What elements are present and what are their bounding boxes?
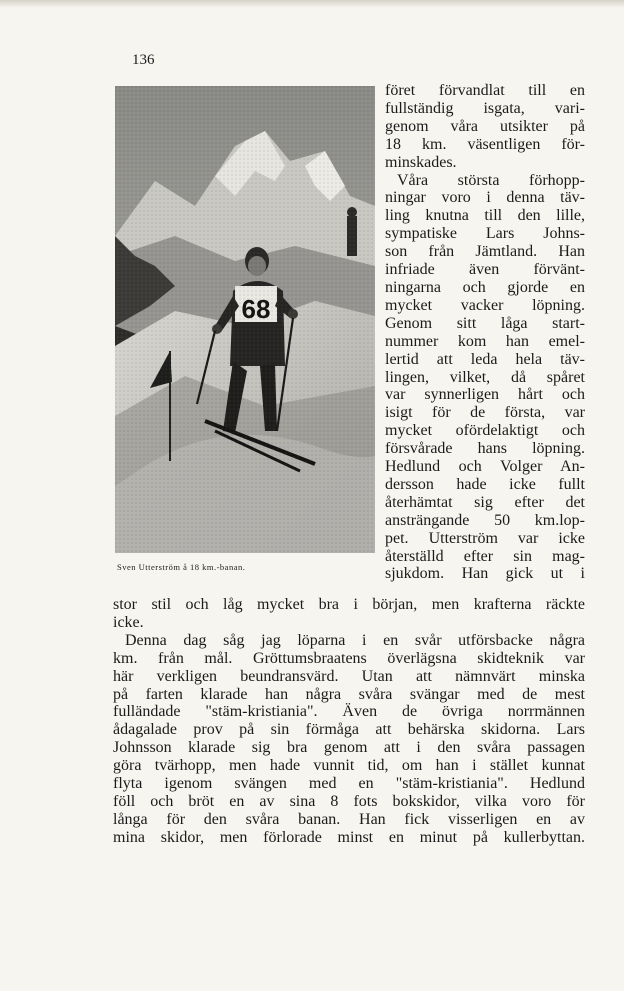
text-line: icke. <box>113 613 144 631</box>
page-number: 136 <box>132 52 155 68</box>
photo-caption: Sven Utterström å 18 km.-banan. <box>117 562 246 572</box>
text-line: lertid att leda hela täv- <box>385 350 585 368</box>
text-line: sjukdom. Han gick ut i <box>385 565 585 583</box>
text-line: ningar voro i denna täv- <box>385 189 585 207</box>
text-line: Genom sitt låga start- <box>385 314 585 332</box>
scan-edge-shadow <box>0 0 624 8</box>
text-line: lingen, vilket, då spåret <box>385 368 585 386</box>
text-line: nummer kom han emel- <box>385 332 585 350</box>
text-line: isigt för de första, var <box>385 404 585 422</box>
text-line: mycket vacker löpning. <box>385 296 585 314</box>
text-line: föll och bröt en av sina 8 fots bokskidor, vilka voro för <box>113 792 585 810</box>
text-line: ling knutna till den lille, <box>385 207 585 225</box>
skier-photograph <box>115 86 375 553</box>
text-line: försvårade hans löpning. <box>385 440 585 458</box>
text-line: föret förvandlat till en <box>385 82 585 99</box>
text-line: dersson hade icke fullt <box>385 475 585 493</box>
text-line: återställd efter sin mag- <box>385 547 585 565</box>
text-line: ådagalade prov på sin förmåga att behärska skidorna. Lars <box>113 721 585 739</box>
text-line: Johnsson klarade sig bra genom att i den svåra passagen <box>113 739 585 757</box>
text-line: stor stil och låg mycket bra i början, men krafterna räckte <box>113 596 585 613</box>
text-line: sympatiske Lars Johns- <box>385 225 585 243</box>
text-line: flyta igenom svängen med en "stäm-kristiania". Hedlund <box>113 775 585 793</box>
text-line: Denna dag såg jag löparna i en svår utförsbacke några <box>125 631 585 649</box>
text-line: ningarna och gjorde en <box>385 278 585 296</box>
text-line: pet. Utterström var icke <box>385 529 585 547</box>
text-line: mycket ofördelaktigt och <box>385 422 585 440</box>
text-line: på farten klarade han några svåra svängar med de mest <box>113 685 585 703</box>
text-line: långa för den svåra banan. Han fick visserligen en av <box>113 810 585 828</box>
text-line: återhämtat sig efter det <box>385 493 585 511</box>
text-line: infriade även förvänt- <box>385 261 585 279</box>
text-line: göra tvärhopp, men hade vunnit tid, om han i stället kunnat <box>113 757 585 775</box>
text-line: ansträngande 50 km.lop- <box>385 511 585 529</box>
text-line: fullständig isgata, vari- <box>385 99 585 117</box>
text-line: genom våra utsikter på <box>385 117 585 135</box>
text-line: km. från mål. Gröttumsbraatens överlägsna skidteknik var <box>113 649 585 667</box>
text-line: var synnerligen hårt och <box>385 386 585 404</box>
column-text <box>385 82 585 583</box>
text-line: här verkligen beundransvärd. Utan att nämnvärt minska <box>113 667 585 685</box>
text-line: Våra största förhopp- <box>397 171 585 189</box>
text-line: son från Jämtland. Han <box>385 243 585 261</box>
text-line: minskades. <box>385 153 457 171</box>
text-line: 18 km. väsentligen för- <box>385 135 585 153</box>
text-line: mina skidor, men förlorade minst en minut på kullerbyttan. <box>113 828 585 846</box>
text-line: fulländade "stäm-kristiania". Även de övriga norrmännen <box>113 703 585 721</box>
text-line: Hedlund och Volger An- <box>385 458 585 476</box>
body-text <box>113 596 585 847</box>
